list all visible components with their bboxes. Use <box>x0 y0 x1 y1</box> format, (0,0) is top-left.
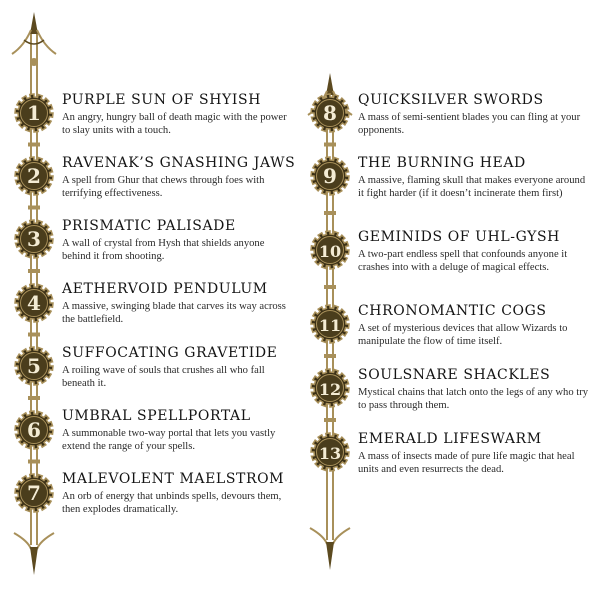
spell-description: A two-part endless spell that confounds anyone it crashes into with a deluge of magical effects. <box>358 249 568 273</box>
spell-entry-1 <box>62 92 287 137</box>
spell-description: A mass of semi-sentient blades you can fling at your opponents. <box>358 112 581 136</box>
spine-bead <box>28 396 40 400</box>
badge-number: 9 <box>323 164 337 188</box>
badge-number: 4 <box>27 291 41 315</box>
badge-number: 5 <box>27 354 41 378</box>
number-cog-badge <box>311 305 349 343</box>
spell-description: A roiling wave of souls that crushes all who fall beneath it. <box>62 365 265 389</box>
spine-bead <box>28 333 40 337</box>
spell-description: A wall of crystal from Hysh that shields anyone behind it from shooting. <box>62 238 265 262</box>
spell-description: A mass of insects made of pure life magic that heal units and even resurrects the dead. <box>358 451 575 475</box>
right-spine-ornament <box>300 0 370 600</box>
spine-bead <box>324 354 336 358</box>
badge-number: 3 <box>27 227 41 251</box>
spell-title: THE BURNING HEAD <box>358 155 526 171</box>
spine-bead <box>324 418 336 422</box>
badge-number: 2 <box>27 164 41 188</box>
spell-entry-4 <box>62 281 287 326</box>
spine-bead <box>28 460 40 464</box>
number-cog-badge <box>15 411 53 449</box>
spine-top-finial-icon <box>12 12 56 66</box>
spell-title: GEMINIDS OF UHL-GYSH <box>358 229 560 245</box>
spell-title: MALEVOLENT MAELSTROM <box>62 471 285 487</box>
spell-entry-2 <box>62 155 295 200</box>
badge-number: 7 <box>27 481 41 505</box>
spell-description: A massive, swinging blade that carves its way across the battlefield. <box>62 301 286 325</box>
number-cog-badge <box>311 369 349 407</box>
spine-bead <box>324 285 336 289</box>
spell-title: EMERALD LIFESWARM <box>358 431 542 447</box>
spine-bead <box>28 206 40 210</box>
spell-description: A summonable two-way portal that lets you vastly extend the range of your spells. <box>62 428 276 452</box>
spell-entry-8 <box>358 92 590 137</box>
spell-title: PURPLE SUN OF SHYISH <box>62 92 262 108</box>
spell-entry-5 <box>62 345 287 390</box>
number-cog-badge <box>311 94 349 132</box>
spell-title: PRISMATIC PALISADE <box>62 218 236 234</box>
spell-description: A set of mysterious devices that allow Wizards to manipulate the flow of time itself. <box>358 323 568 347</box>
number-cog-badge <box>311 433 349 471</box>
number-cog-badge <box>15 347 53 385</box>
number-cog-badge <box>15 94 53 132</box>
badge-number: 12 <box>318 380 342 399</box>
badge-number: 1 <box>27 101 41 125</box>
spine-bead <box>28 269 40 273</box>
spell-title: AETHERVOID PENDULUM <box>62 281 268 297</box>
number-cog-badge <box>311 231 349 269</box>
badge-number: 13 <box>318 444 342 463</box>
badge-number: 10 <box>318 242 342 261</box>
spell-description: An angry, hungry ball of death magic with the power to slay units with a touch. <box>62 112 287 136</box>
spell-description: Mystical chains that latch onto the legs of any who try to pass through them. <box>358 387 589 411</box>
left-spine-ornament <box>0 0 70 600</box>
spell-entry-12 <box>358 367 590 412</box>
spell-title: UMBRAL SPELLPORTAL <box>62 408 251 424</box>
spell-entry-3 <box>62 218 287 263</box>
number-cog-badge <box>15 284 53 322</box>
spell-entry-10 <box>358 229 590 274</box>
spine-bead <box>324 211 336 215</box>
badge-number: 11 <box>318 316 342 335</box>
spell-description: A spell from Ghur that chews through foes with terrifying effectiveness. <box>62 175 265 199</box>
spell-entry-13 <box>358 431 590 476</box>
spell-entry-9 <box>358 155 590 200</box>
spell-title: RAVENAK’S GNASHING JAWS <box>62 155 296 171</box>
spell-title: CHRONOMANTIC COGS <box>358 303 547 319</box>
right-column <box>300 0 600 600</box>
number-cog-badge <box>15 474 53 512</box>
spell-entry-7 <box>62 471 287 516</box>
badge-number: 6 <box>27 418 41 442</box>
spine-bottom-finial-icon <box>310 528 350 570</box>
spell-entry-11 <box>358 303 590 348</box>
spell-title: SUFFOCATING GRAVETIDE <box>62 345 278 361</box>
spine-bead <box>28 143 40 147</box>
spell-entry-6 <box>62 408 287 453</box>
spine-bottom-finial-icon <box>14 533 54 575</box>
number-cog-badge <box>15 220 53 258</box>
badge-number: 8 <box>323 101 337 125</box>
spell-title: QUICKSILVER SWORDS <box>358 92 544 108</box>
spine-bead <box>324 143 336 147</box>
spell-description: An orb of energy that unbinds spells, devours them, then explodes dramatically. <box>62 491 282 515</box>
number-cog-badge <box>15 157 53 195</box>
spell-description: A massive, flaming skull that makes everyone around it fight harder (if it doesn’t incinerate them first) <box>358 175 586 199</box>
number-cog-badge <box>311 157 349 195</box>
spell-title: SOULSNARE SHACKLES <box>358 367 551 383</box>
